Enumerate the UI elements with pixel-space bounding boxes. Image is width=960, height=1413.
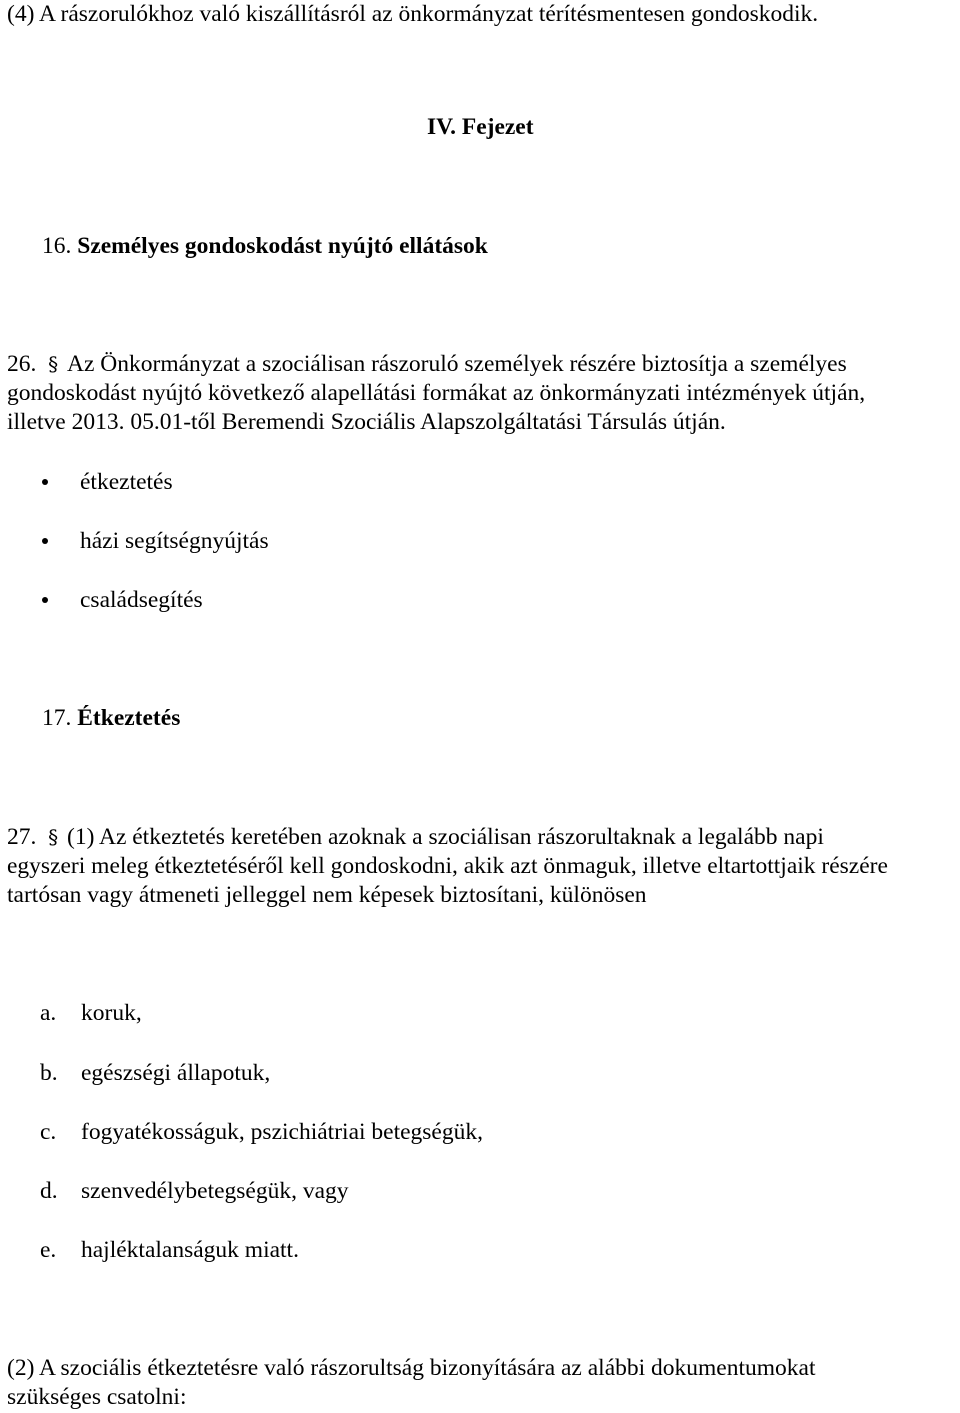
paragraph-27-2	[7, 1354, 816, 1412]
section-17-heading	[42, 704, 960, 733]
list-item-a: a. koruk,	[40, 1000, 142, 1026]
paragraph-4-line: (4) A rászorulókhoz való kiszállításról az önkormányzat térítésmentesen gondoskodik.	[7, 1, 819, 27]
section-mark: §	[48, 825, 59, 849]
paragraph-27-2-line-1: (2) A szociális étkeztetésre való rászorultság bizonyítására az alábbi dokumentumokat	[7, 1355, 816, 1381]
bullet-icon	[42, 538, 48, 544]
paragraph-26-line-3: illetve 2013. 05.01-től Beremendi Szociális Alapszolgáltatási Társulás útján.	[7, 409, 726, 435]
paragraph-27-line-2: egyszeri meleg étkeztetéséről kell gondoskodni, akik azt önmaguk, illetve eltartottjaik részére	[7, 853, 888, 879]
bullet-icon	[42, 479, 48, 485]
chapter-heading: IV. Fejezet	[427, 114, 534, 140]
paragraph-26-number: 26.	[7, 351, 37, 377]
section-16-title: Személyes gondoskodást nyújtó ellátások	[77, 233, 488, 259]
section-17-number: 17.	[42, 705, 72, 731]
list-item-b: b. egészségi állapotuk,	[40, 1060, 271, 1086]
paragraph-27-line-3: tartósan vagy átmeneti jelleggel nem képesek biztosítani, különösen	[7, 882, 647, 908]
section-16-number: 16.	[42, 233, 72, 259]
section-17-title: Étkeztetés	[77, 705, 181, 731]
paragraph-26-line-2: gondoskodást nyújtó következő alapellátási formákat az önkormányzati intézmények útján,	[7, 380, 866, 406]
list-item-d: d. szenvedélybetegségük, vagy	[40, 1178, 349, 1204]
paragraph-26	[7, 350, 865, 437]
paragraph-26-line-1: 26. § Az Önkormányzat a szociálisan rászoruló személyek részére biztosítja a személyes	[7, 351, 847, 377]
bullet-icon	[42, 597, 48, 603]
list-item-e: e. hajléktalanságuk miatt.	[40, 1237, 299, 1263]
paragraph-27-2-line-2: szükséges csatolni:	[7, 1384, 187, 1410]
paragraph-27	[7, 823, 888, 910]
list-item-c: c. fogyatékosságuk, pszichiátriai betegségük,	[40, 1119, 483, 1145]
section-16-heading	[42, 232, 960, 261]
section-mark: §	[48, 352, 59, 376]
paragraph-27-line-1: 27. § (1) Az étkeztetés keretében azoknak a szociálisan rászorultaknak a legalább napi	[7, 824, 824, 850]
paragraph-27-number: 27.	[7, 824, 37, 850]
